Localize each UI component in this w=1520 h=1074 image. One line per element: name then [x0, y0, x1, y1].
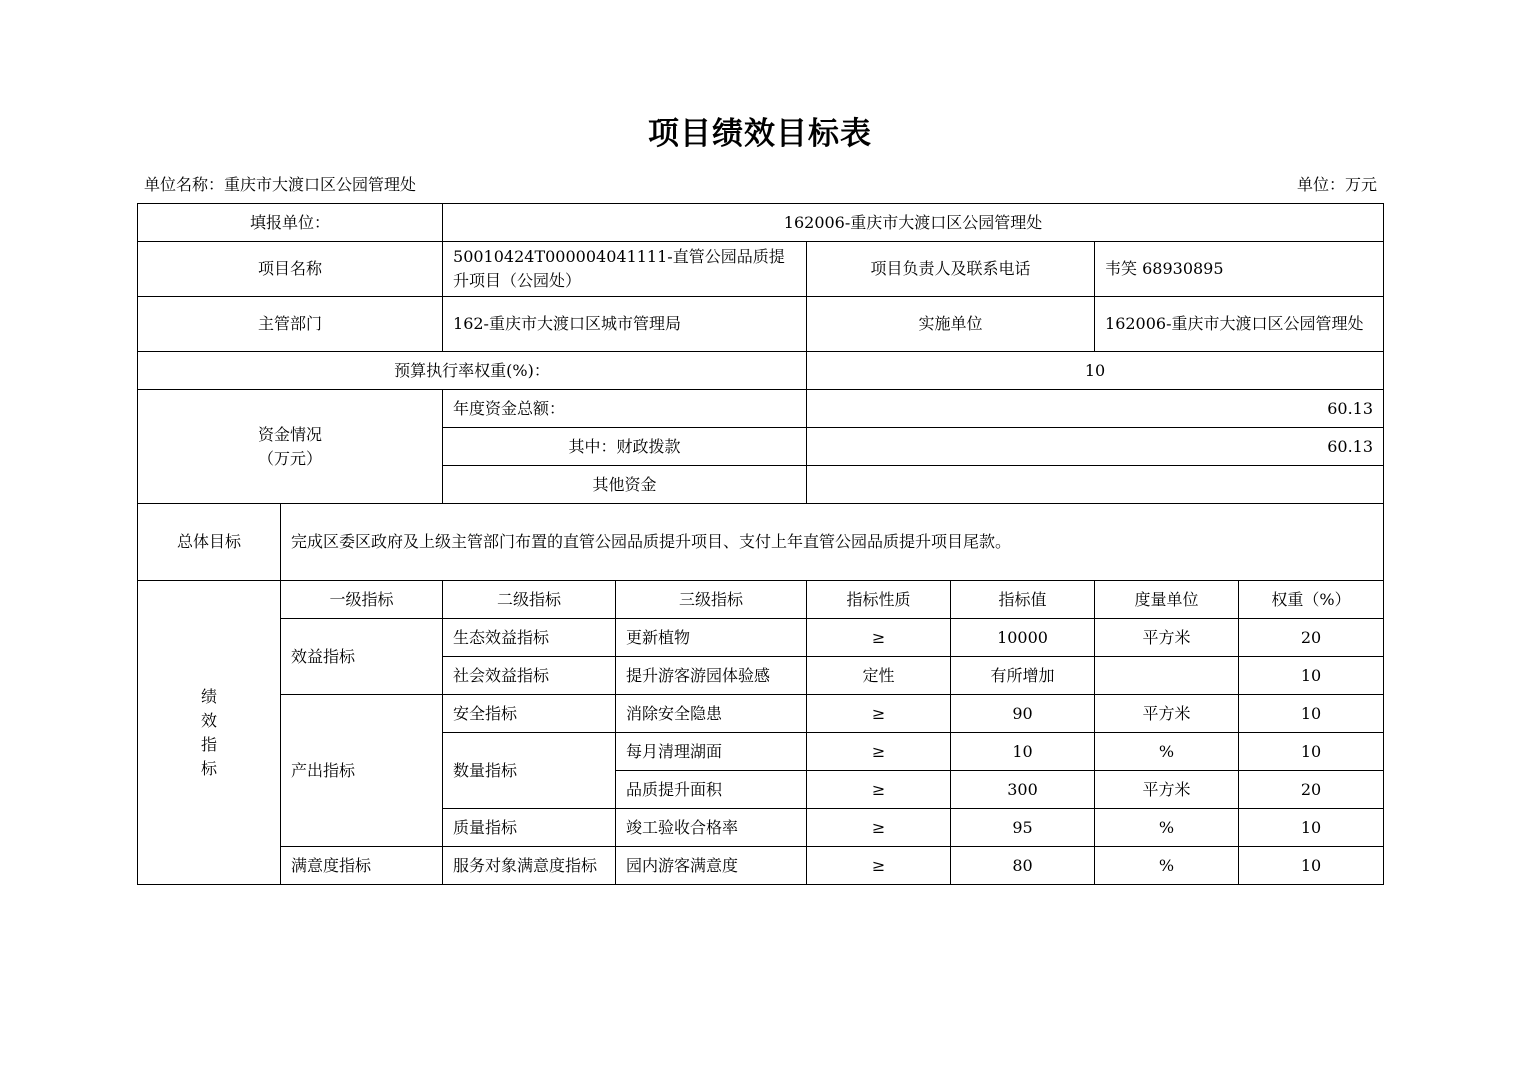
level3-cell: 竣工验收合格率 [616, 809, 807, 847]
level2-cell: 生态效益指标 [443, 619, 616, 657]
level2-cell: 质量指标 [443, 809, 616, 847]
overall-goal-label: 总体目标 [138, 504, 281, 581]
funds-fiscal-label: 其中：财政拨款 [443, 428, 807, 466]
funds-total-label: 年度资金总额： [443, 390, 807, 428]
weight-cell: 10 [1239, 733, 1384, 771]
table-row [138, 695, 1384, 733]
project-leader-value: 韦笑 68930895 [1095, 242, 1384, 297]
level1-benefit: 效益指标 [281, 619, 443, 695]
funds-total-value: 60.13 [807, 390, 1384, 428]
level3-cell: 更新植物 [616, 619, 807, 657]
nature-cell: ≥ [807, 619, 951, 657]
unit-cell: 平方米 [1095, 771, 1239, 809]
level1-output: 产出指标 [281, 695, 443, 847]
unit-name: 单位名称：重庆市大渡口区公园管理处 [144, 175, 417, 194]
level2-cell: 社会效益指标 [443, 657, 616, 695]
filling-unit-value: 162006-重庆市大渡口区公园管理处 [443, 204, 1384, 242]
weight-cell: 10 [1239, 695, 1384, 733]
value-cell: 95 [951, 809, 1095, 847]
indicators-section-label: 绩 效 指 标 [138, 581, 281, 885]
funds-other-label: 其他资金 [443, 466, 807, 504]
value-cell: 90 [951, 695, 1095, 733]
level2-cell: 服务对象满意度指标 [443, 847, 616, 885]
value-cell: 有所增加 [951, 657, 1095, 695]
department-row [138, 297, 1384, 352]
implementer-value: 162006-重庆市大渡口区公园管理处 [1095, 297, 1384, 352]
weight-cell: 10 [1239, 847, 1384, 885]
overall-goal-value: 完成区委区政府及上级主管部门布置的直管公园品质提升项目、支付上年直管公园品质提升项目尾款。 [281, 504, 1384, 581]
header-weight: 权重（%） [1239, 581, 1384, 619]
funds-label-line1: 资金情况 [258, 424, 323, 444]
nature-cell: ≥ [807, 809, 951, 847]
value-cell: 300 [951, 771, 1095, 809]
level2-cell: 安全指标 [443, 695, 616, 733]
level3-cell: 每月清理湖面 [616, 733, 807, 771]
weight-cell: 10 [1239, 809, 1384, 847]
header-nature: 指标性质 [807, 581, 951, 619]
nature-cell: 定性 [807, 657, 951, 695]
weight-cell: 10 [1239, 657, 1384, 695]
header-value: 指标值 [951, 581, 1095, 619]
level1-satisfaction: 满意度指标 [281, 847, 443, 885]
value-cell: 10 [951, 733, 1095, 771]
table-row [138, 847, 1384, 885]
overall-goal-row [138, 504, 1384, 581]
funds-label [138, 390, 443, 504]
unit-cell: 平方米 [1095, 619, 1239, 657]
funds-total-row [138, 390, 1384, 428]
level2-quantity: 数量指标 [443, 733, 616, 809]
indicator-header-row [138, 581, 1384, 619]
project-name-value: 50010424T000004041111-直管公园品质提升项目（公园处） [443, 242, 807, 297]
unit-cell: % [1095, 733, 1239, 771]
nature-cell: ≥ [807, 733, 951, 771]
funds-fiscal-value: 60.13 [807, 428, 1384, 466]
header-level2: 二级指标 [443, 581, 616, 619]
currency-unit: 单位：万元 [1296, 175, 1377, 194]
unit-cell: % [1095, 847, 1239, 885]
unit-cell: 平方米 [1095, 695, 1239, 733]
department-label: 主管部门 [138, 297, 443, 352]
value-cell: 80 [951, 847, 1095, 885]
implementer-label: 实施单位 [807, 297, 1095, 352]
funds-label-line2: （万元） [258, 448, 323, 468]
unit-cell: % [1095, 809, 1239, 847]
nature-cell: ≥ [807, 847, 951, 885]
weight-cell: 20 [1239, 619, 1384, 657]
budget-weight-row [138, 352, 1384, 390]
nature-cell: ≥ [807, 771, 951, 809]
value-cell: 10000 [951, 619, 1095, 657]
budget-weight-label: 预算执行率权重(%)： [138, 352, 807, 390]
level3-cell: 消除安全隐患 [616, 695, 807, 733]
funds-other-value [807, 466, 1384, 504]
unit-cell [1095, 657, 1239, 695]
department-value: 162-重庆市大渡口区城市管理局 [443, 297, 807, 352]
budget-weight-value: 10 [807, 352, 1384, 390]
weight-cell: 20 [1239, 771, 1384, 809]
table-row [138, 619, 1384, 657]
performance-table [137, 203, 1384, 885]
level3-cell: 园内游客满意度 [616, 847, 807, 885]
filling-unit-row [138, 204, 1384, 242]
page-title: 项目绩效目标表 [648, 116, 872, 152]
project-name-row [138, 242, 1384, 297]
header-level1: 一级指标 [281, 581, 443, 619]
project-name-label: 项目名称 [138, 242, 443, 297]
filling-unit-label: 填报单位： [138, 204, 443, 242]
level3-cell: 品质提升面积 [616, 771, 807, 809]
header-level3: 三级指标 [616, 581, 807, 619]
project-leader-label: 项目负责人及联系电话 [807, 242, 1095, 297]
nature-cell: ≥ [807, 695, 951, 733]
level3-cell: 提升游客游园体验感 [616, 657, 807, 695]
header-unit: 度量单位 [1095, 581, 1239, 619]
